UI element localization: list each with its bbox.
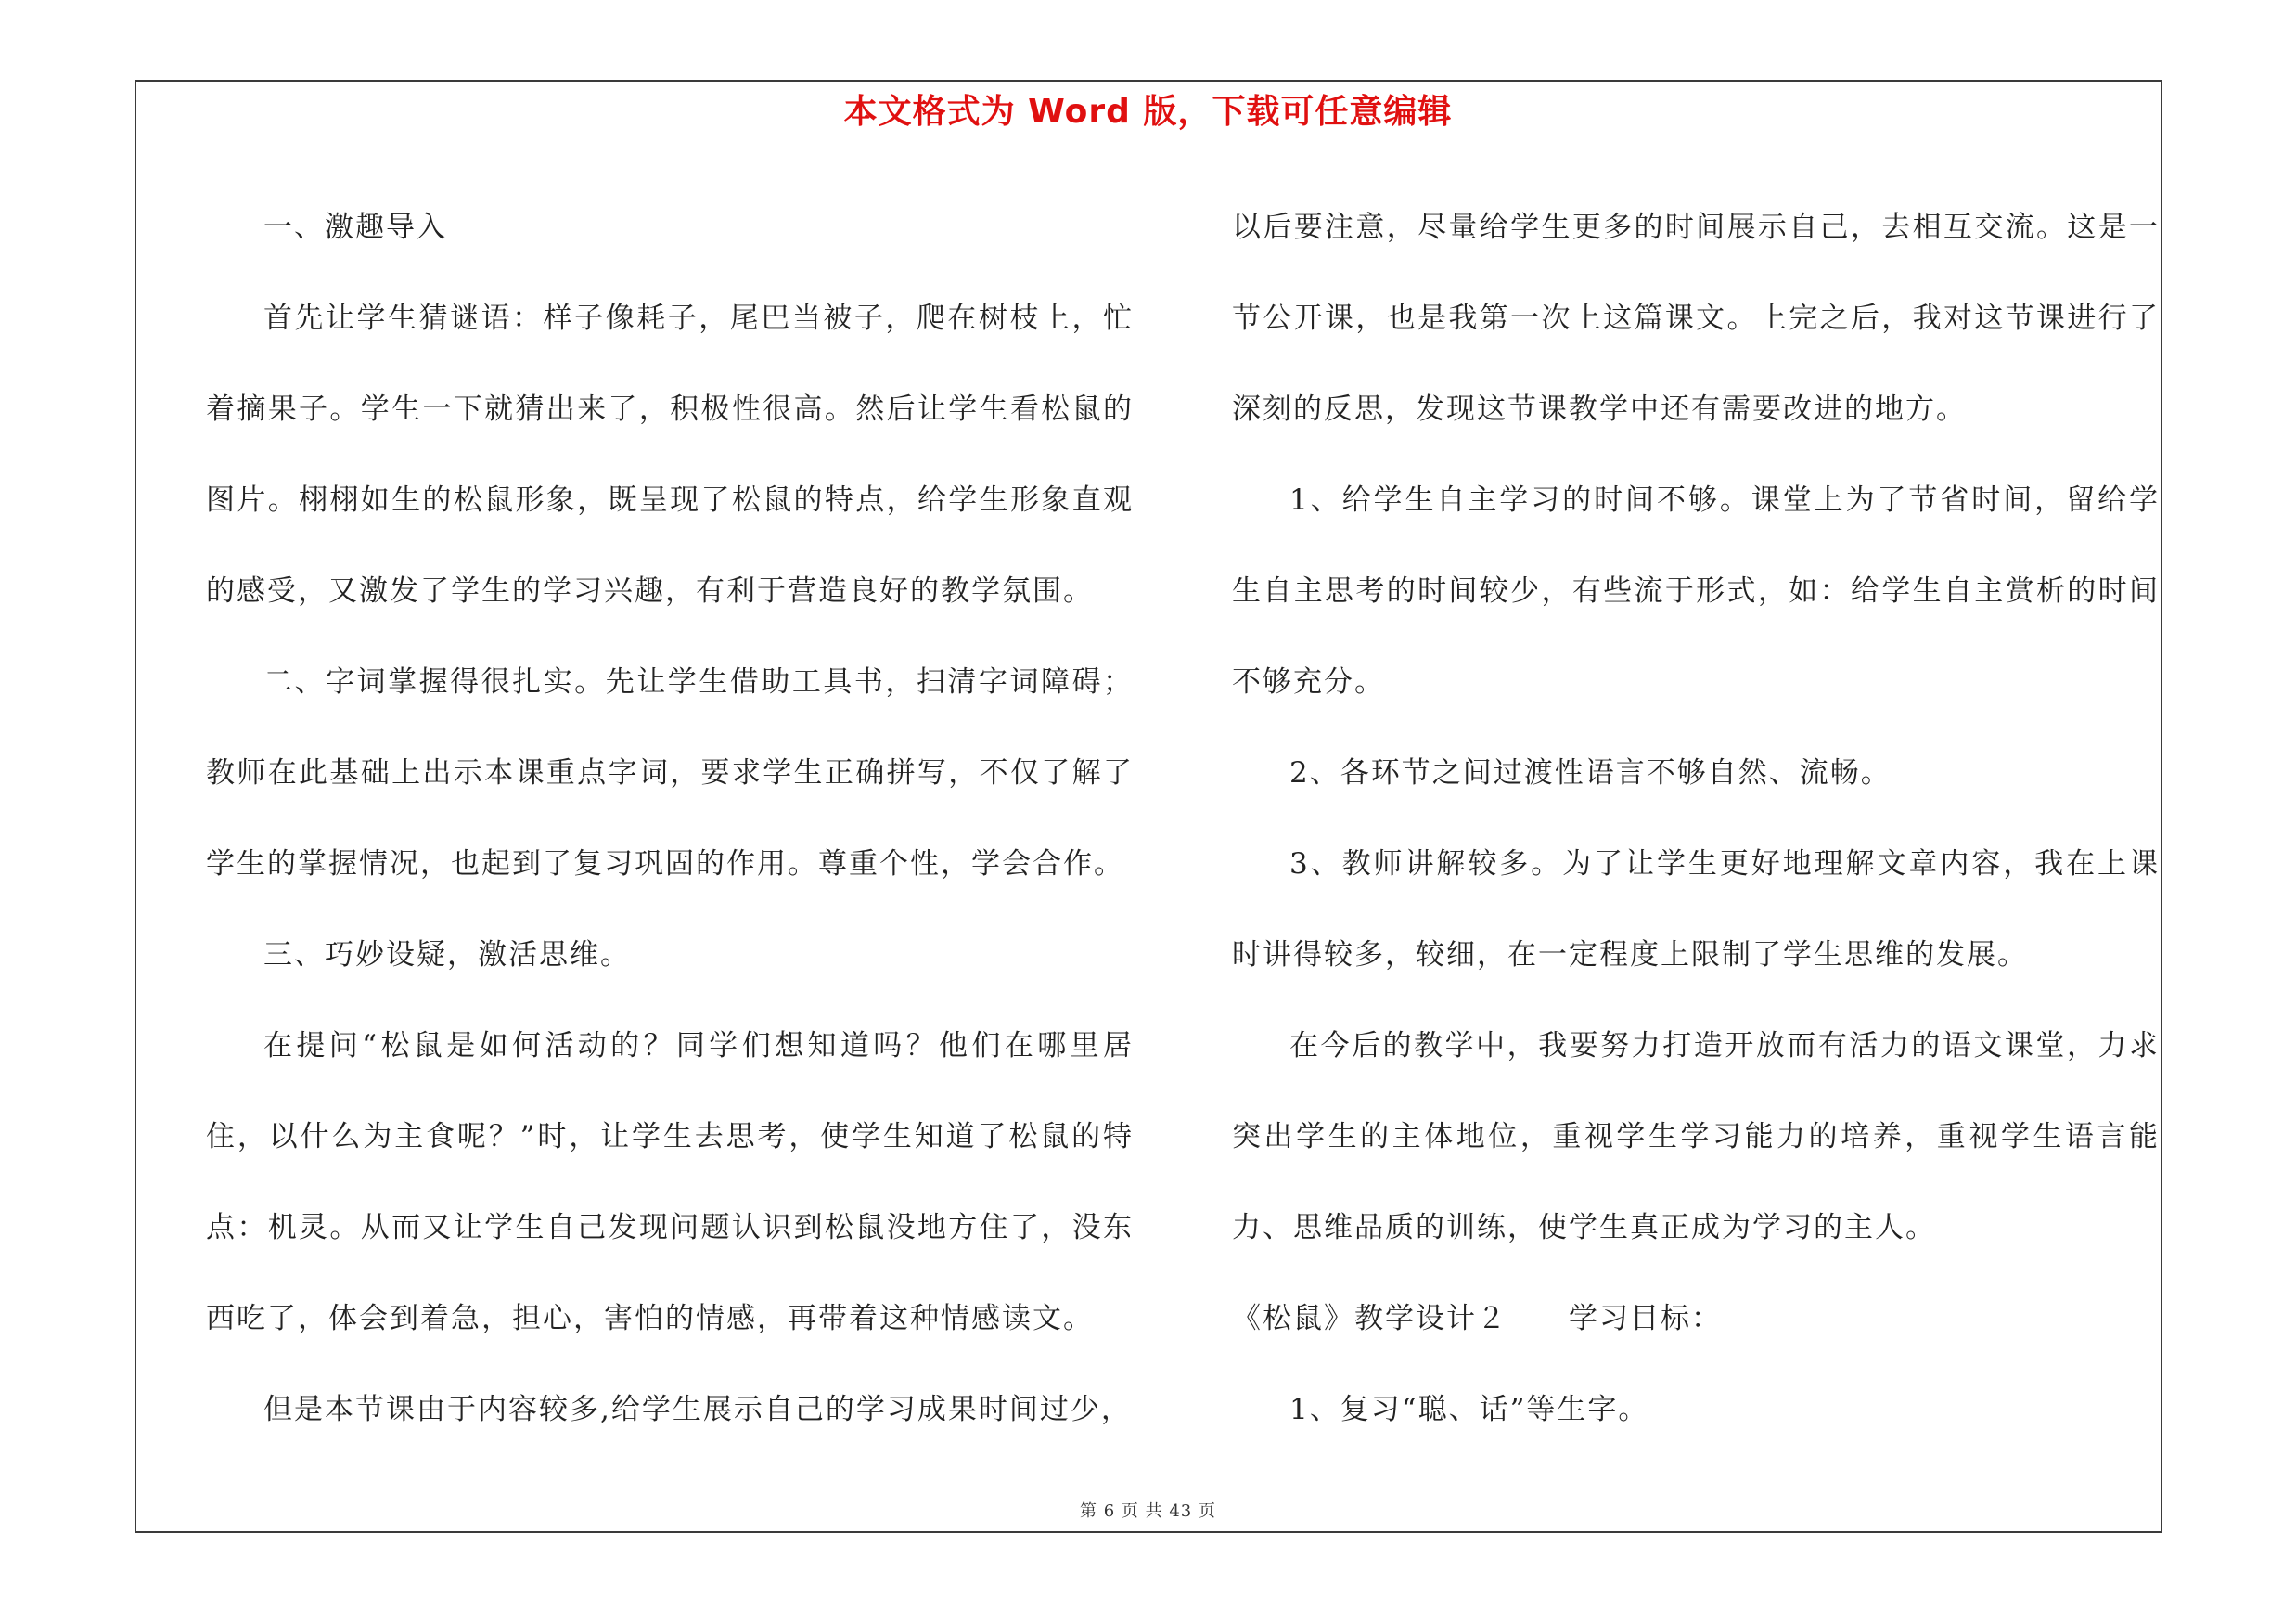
list-item: 1、复习“聪、话”等生字。 bbox=[1289, 1393, 1649, 1426]
word-format-banner: 本文格式为 Word 版，下载可任意编辑 bbox=[843, 93, 1453, 131]
page-number: 第 6 页 共 43 页 bbox=[1080, 1501, 1216, 1521]
right-column bbox=[1232, 182, 2160, 1455]
list-item: 3、教师讲解较多。为了让学生更好地理解文章内容，我在上课时讲得较多，较细，在一定程度上限制了学生思维的发展。 bbox=[1232, 847, 2160, 972]
body-paragraph: 二、字词掌握得很扎实。先让学生借助工具书，扫清字词障碍；教师在此基础上出示本课重点字词，要求学生正确拼写，不仅了解了学生的掌握情况，也起到了复习巩固的作用。尊重个性，学会合作。 bbox=[206, 665, 1134, 881]
section-heading-3: 三、巧妙设疑，激活思维。 bbox=[263, 938, 631, 972]
body-paragraph: 在提问“松鼠是如何活动的？同学们想知道吗？他们在哪里居住，以什么为主食呢？”时，让学生去思考，使学生知道了松鼠的特点：机灵。从而又让学生自己发现问题认识到松鼠没地方住了，没东西吃了，体会到着急，担心，害怕的情感，再带着这种情感读文。 bbox=[206, 1029, 1134, 1335]
section-heading-1: 一、激趣导入 bbox=[263, 211, 447, 244]
body-paragraph: 首先让学生猜谜语：样子像耗子，尾巴当被子，爬在树枝上，忙着摘果子。学生一下就猜出来了，积极性很高。然后让学生看松鼠的图片。栩栩如生的松鼠形象，既呈现了松鼠的特点，给学生形象直观的感受，又激发了学生的学习兴趣，有利于营造良好的教学氛围。 bbox=[206, 302, 1134, 608]
body-paragraph-continued: 以后要注意，尽量给学生更多的时间展示自己，去相互交流。这是一节公开课，也是我第一次上这篇课文。上完之后，我对这节课进行了深刻的反思，发现这节课教学中还有需要改进的地方。 bbox=[1232, 211, 2160, 426]
list-item: 2、各环节之间过渡性语言不够自然、流畅。 bbox=[1289, 756, 1892, 790]
left-column bbox=[206, 182, 1134, 1455]
body-paragraph: 但是本节课由于内容较多,给学生展示自己的学习成果时间过少， bbox=[263, 1393, 1132, 1426]
document-subtitle: 《松鼠》教学设计２ 学习目标： bbox=[1232, 1302, 1722, 1335]
list-item: 1、给学生自主学习的时间不够。课堂上为了节省时间，留给学生自主思考的时间较少，有些流于形式，如：给学生自主赏析的时间不够充分。 bbox=[1232, 483, 2160, 699]
body-paragraph: 在今后的教学中，我要努力打造开放而有活力的语文课堂，力求突出学生的主体地位，重视学生学习能力的培养，重视学生语言能力、思维品质的训练，使学生真正成为学习的主人。 bbox=[1232, 1029, 2160, 1244]
